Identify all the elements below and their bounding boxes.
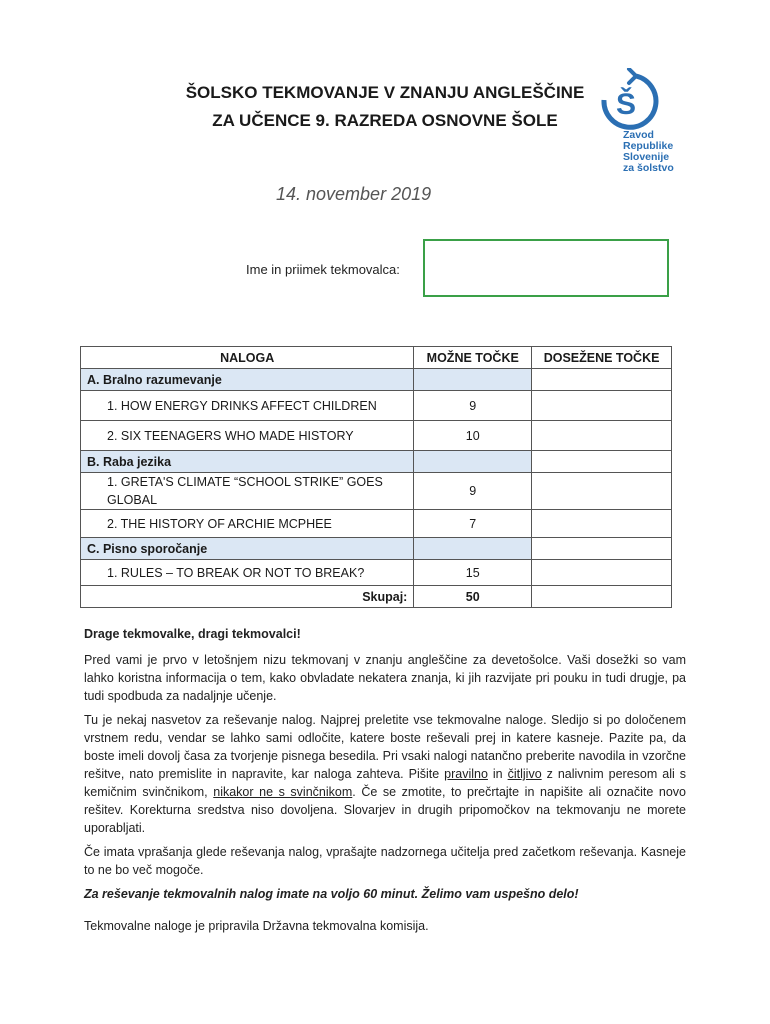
logo-text-line: Republike: [623, 140, 674, 152]
logo-text: [623, 130, 674, 174]
title-line-1: ŠOLSKO TEKMOVANJE V ZNANJU ANGLEŠČINE: [185, 83, 585, 102]
score-cell-c1[interactable]: [532, 560, 672, 586]
title-line-2: ZA UČENCE 9. RAZREDA OSNOVNE ŠOLE: [212, 111, 558, 130]
logo-text-line: Zavod: [623, 129, 654, 141]
points-b2: 7: [414, 510, 532, 538]
authors-note: Tekmovalne naloge je pripravila Državna tekmovalna komisija.: [84, 919, 429, 933]
points-b1: 9: [414, 473, 532, 510]
score-cell-a2[interactable]: [532, 421, 672, 451]
total-points: 50: [414, 586, 532, 608]
paragraph-2-text: in: [487, 767, 508, 781]
task-a1: 1. HOW ENERGY DRINKS AFFECT CHILDREN: [81, 391, 414, 421]
name-input-box[interactable]: [423, 239, 669, 297]
paragraph-1: Pred vami je prvo v letošnjem nizu tekmovanj v znanju angleščine za devetošolce. Vaši dosežki so vam lahko koristna informacija o tem, kako obvladate nekatera znanja, ki jih razvijate pri pouku in tudi drugje, pa tudi spodbuda za nadaljnje učenje.: [84, 653, 686, 703]
logo-text-line: Slovenije: [623, 151, 670, 163]
paragraph-2-text: z nalivnim peresom ali s kemičnim svinčnikom,: [84, 767, 686, 799]
task-b1: [81, 473, 414, 510]
points-c1: 15: [414, 560, 532, 586]
section-a: A. Bralno razumevanje: [81, 369, 414, 391]
total-label: Skupaj:: [81, 586, 414, 608]
header-dosezene-tocke: DOSEŽENE TOČKE: [532, 347, 672, 369]
task-c1: 1. RULES – TO BREAK OR NOT TO BREAK?: [81, 560, 414, 586]
task-b1-line1: 1. GRETA'S CLIMATE “SCHOOL STRIKE” GOES: [107, 475, 383, 489]
emphasis-correct: pravilno: [444, 767, 488, 781]
score-table: [80, 346, 672, 608]
svg-text:Š: Š: [615, 88, 637, 121]
score-cell-b1[interactable]: [532, 473, 672, 510]
emphasis-no-pencil: nikakor ne s svinčnikom: [213, 785, 353, 799]
header-naloga: NALOGA: [81, 347, 414, 369]
score-cell-a1[interactable]: [532, 391, 672, 421]
score-cell-total[interactable]: [532, 586, 672, 608]
section-b: B. Raba jezika: [81, 451, 414, 473]
greeting: Drage tekmovalke, dragi tekmovalci!: [84, 627, 301, 641]
score-cell-b2[interactable]: [532, 510, 672, 538]
paragraph-2-text: . Če se zmotite, to prečrtajte in napišite ali označite novo rešitev. Korekturna sredstva niso dovoljena. Slovarjev in drugih pripomočkov na tekmovanju ne morete uporabljati.: [84, 785, 686, 835]
logo-text-line: za šolstvo: [623, 162, 674, 174]
competition-date: 14. november 2019: [276, 184, 432, 204]
points-a1: 9: [414, 391, 532, 421]
name-label: Ime in priimek tekmovalca:: [246, 262, 400, 277]
paragraph-2-text: Tu je nekaj nasvetov za reševanje nalog. Najprej preletite vse tekmovalne naloge. Sledijo si po določenem vrstnem redu, vendar se lahko sami odločite, katere boste reševali prej in katere kasneje. Pazite pa, da boste imeli dovolj časa za tvorjenje pisnega besedila. Pri vsaki nalogi natančno preberite navodila in vzorčne rešitve, nato premislite in napravite, kar naloga zahteva. Pišite: [84, 713, 686, 781]
points-a2: 10: [414, 421, 532, 451]
task-b1-line2: GLOBAL: [107, 493, 158, 507]
section-c: C. Pisno sporočanje: [81, 538, 414, 560]
paragraph-2: [84, 711, 686, 837]
emphasis-legible: čitljivo: [507, 767, 542, 781]
paragraph-3: Če imata vprašanja glede reševanja nalog, vprašajte nadzornega učitelja pred začetkom reševanja. Kasneje to ne bo več mogoče.: [84, 845, 686, 877]
header-mozne-tocke: MOŽNE TOČKE: [414, 347, 532, 369]
task-a2: 2. SIX TEENAGERS WHO MADE HISTORY: [81, 421, 414, 451]
time-notice: Za reševanje tekmovalnih nalog imate na voljo 60 minut. Želimo vam uspešno delo!: [84, 887, 579, 901]
task-b2: 2. THE HISTORY OF ARCHIE MCPHEE: [81, 510, 414, 538]
